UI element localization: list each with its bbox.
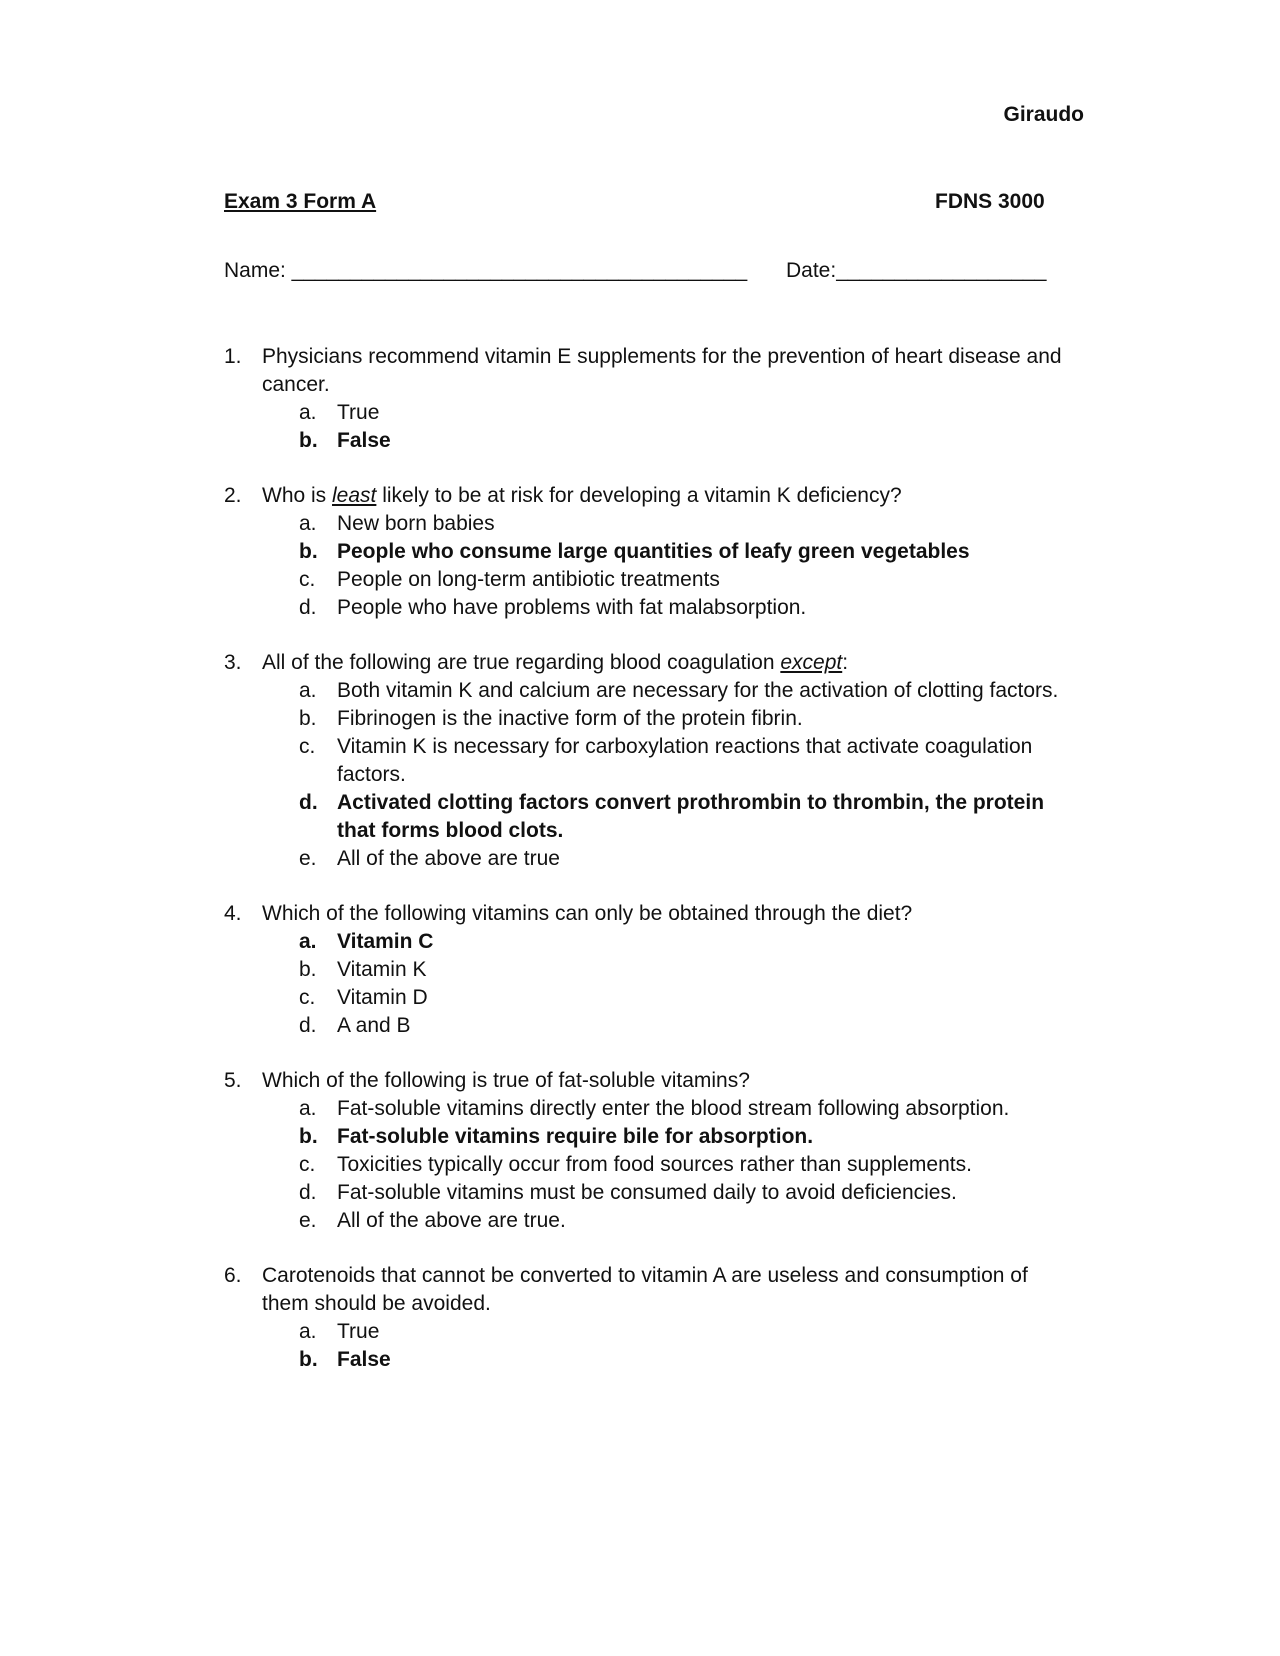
question-2 (224, 482, 1074, 622)
answer-option: a. Fat-soluble vitamins directly enter the blood stream following absorption. (299, 1097, 1010, 1120)
answer-option: c. People on long-term antibiotic treatments (299, 568, 720, 591)
question-number: 5. (224, 1069, 242, 1092)
answer-option: a. True (299, 401, 380, 424)
question-stem: Physicians recommend vitamin E supplements for the prevention of heart disease and cancer. (262, 345, 1062, 396)
question-4 (224, 900, 1074, 1040)
answer-option-correct: a. Vitamin C (299, 930, 434, 953)
course-code: FDNS 3000 (935, 190, 1045, 213)
answer-option: b. Vitamin K (299, 958, 427, 981)
name-field: Name: _______________________________________ (224, 259, 748, 282)
answer-option: d. Fat-soluble vitamins must be consumed daily to avoid deficiencies. (299, 1181, 957, 1204)
question-3 (224, 649, 1074, 873)
question-stem: All of the following are true regarding blood coagulation except: (262, 651, 849, 674)
question-number: 3. (224, 651, 242, 674)
answer-option: d. A and B (299, 1014, 411, 1037)
emphasis-word: least (332, 484, 377, 507)
question-number: 4. (224, 902, 242, 925)
question-stem: Which of the following is true of fat-soluble vitamins? (262, 1069, 750, 1092)
question-number: 1. (224, 345, 242, 368)
question-stem: Which of the following vitamins can only be obtained through the diet? (262, 902, 913, 925)
question-number: 6. (224, 1264, 242, 1287)
date-field: Date:__________________ (786, 259, 1047, 282)
answer-option-correct: d. Activated clotting factors convert prothrombin to thrombin, the protein that forms blood clots. (299, 791, 1045, 842)
question-number: 2. (224, 484, 242, 507)
emphasis-word: except (780, 651, 843, 674)
question-5 (224, 1067, 1074, 1235)
answer-option: c. Vitamin K is necessary for carboxylation reactions that activate coagulation factors. (299, 735, 1033, 786)
question-1 (224, 343, 1074, 455)
answer-option: b. Fibrinogen is the inactive form of the protein fibrin. (299, 707, 803, 730)
answer-option: e. All of the above are true. (299, 1209, 566, 1232)
answer-option-correct: b. Fat-soluble vitamins require bile for absorption. (299, 1125, 814, 1148)
author-name: Giraudo (1003, 103, 1084, 126)
answer-option: a. Both vitamin K and calcium are necessary for the activation of clotting factors. (299, 679, 1059, 702)
answer-option: e. All of the above are true (299, 847, 560, 870)
answer-option-correct: b. False (299, 1348, 391, 1371)
answer-option: d. People who have problems with fat malabsorption. (299, 596, 807, 619)
exam-title: Exam 3 Form A (224, 190, 377, 213)
question-6 (224, 1262, 1074, 1374)
question-list (224, 343, 1074, 1401)
answer-option: c. Toxicities typically occur from food sources rather than supplements. (299, 1153, 972, 1176)
answer-option-correct: b. False (299, 429, 391, 452)
question-stem: Carotenoids that cannot be converted to vitamin A are useless and consumption of them should be avoided. (262, 1264, 1028, 1315)
answer-option: a. New born babies (299, 512, 495, 535)
answer-option: c. Vitamin D (299, 986, 428, 1009)
answer-option: a. True (299, 1320, 380, 1343)
question-stem: Who is least likely to be at risk for developing a vitamin K deficiency? (262, 484, 902, 507)
answer-option-correct: b. People who consume large quantities of leafy green vegetables (299, 540, 970, 563)
